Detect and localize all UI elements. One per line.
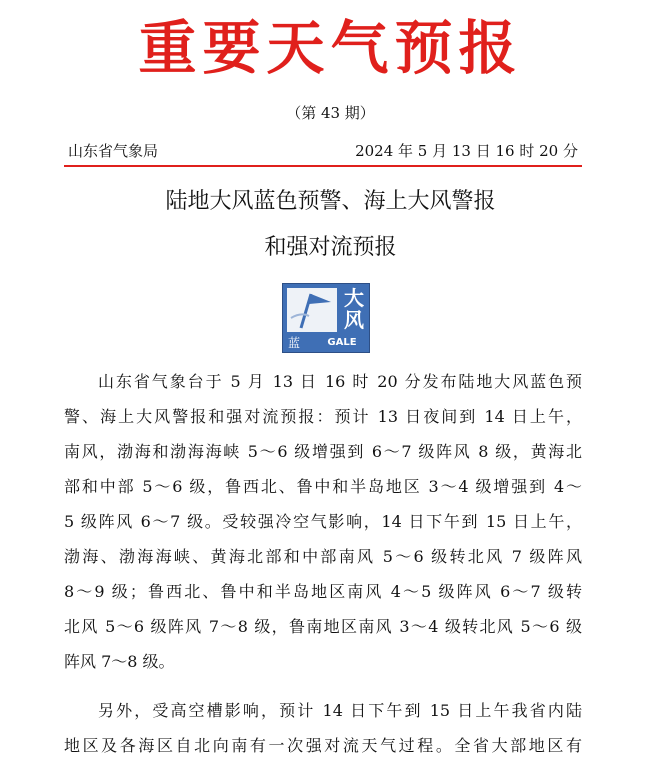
gale-flag-icon — [287, 288, 337, 332]
badge-char-da: 大 — [344, 286, 364, 310]
red-divider — [64, 165, 582, 167]
badge-char-feng: 风 — [344, 308, 364, 332]
body-line: 山东省气象台于 5 月 13 日 16 时 20 分发布陆地大风蓝色预 — [98, 372, 582, 391]
body-line: 另外，受高空槽影响，预计 14 日下午到 15 日上午我省内陆 — [98, 701, 582, 720]
body-line: 渤海、渤海海峡、黄海北部和中部南风 5～6 级转北风 7 级阵风 — [64, 547, 582, 566]
body-line: 阵风 7～8 级。 — [64, 652, 175, 671]
masthead-title: 重要天气预报 — [138, 14, 523, 82]
meta-row — [64, 140, 582, 162]
body-line: 警、海上大风警报和强对流预报：预计 13 日夜间到 14 日上午， — [64, 407, 582, 426]
gale-blue-warning-badge — [282, 283, 370, 353]
issue-number: （第 43 期） — [286, 104, 375, 122]
body-line: 北风 5～6 级阵风 7～8 级，鲁南地区南风 3～4 级转北风 5～6 级 — [64, 617, 582, 636]
issue-datetime: 2024 年 5 月 13 日 16 时 20 分 — [355, 142, 578, 160]
document-title-line-1: 陆地大风蓝色预警、海上大风警报 — [165, 189, 496, 214]
body-line: 8～9 级；鲁西北、鲁中和半岛地区南风 4～5 级阵风 6～7 级转 — [64, 582, 582, 601]
badge-level-blue: 蓝 — [288, 336, 301, 350]
body-line: 5 级阵风 6～7 级。受较强冷空气影响，14 日下午到 15 日上午， — [64, 512, 582, 531]
badge-english-label: GALE — [327, 337, 357, 348]
body-line: 地区及各海区自北向南有一次强对流天气过程。全省大部地区有 — [64, 736, 582, 755]
issuing-agency: 山东省气象局 — [68, 142, 159, 160]
body-line: 南风，渤海和渤海海峡 5～6 级增强到 6～7 级阵风 8 级，黄海北 — [64, 442, 582, 461]
document-title-line-2: 和强对流预报 — [264, 235, 397, 260]
body-line: 部和中部 5～6 级，鲁西北、鲁中和半岛地区 3～4 级增强到 4～ — [64, 477, 582, 496]
